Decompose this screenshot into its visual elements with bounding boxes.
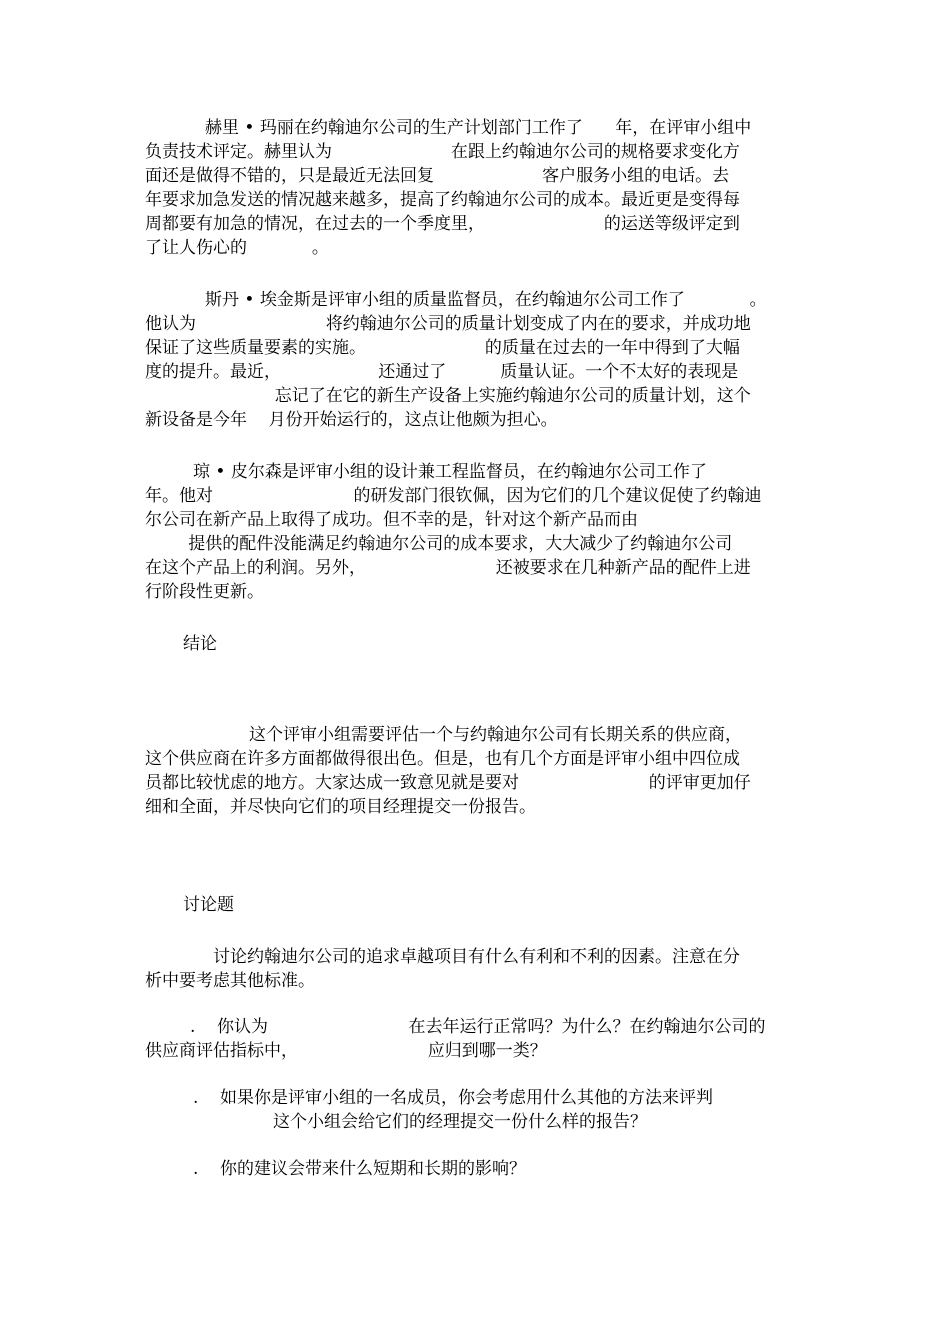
text-line: 供应商评估指标中， 应归到哪一类？ — [145, 1041, 547, 1061]
text-line: 细和全面，并尽快向它们的项目经理提交一份报告。 — [145, 797, 536, 817]
text-line: 年。他对 的研发部门很钦佩，因为它们的几个建议促使了约翰迪 — [145, 486, 762, 506]
text-line: 琼 • 皮尔森是评审小组的设计兼工程监督员，在约翰迪尔公司工作了 — [193, 462, 707, 482]
text-line: 员都比较忧虑的地方。大家达成一致意见就是要对 的评审更加仔 — [145, 773, 751, 793]
text-line: 度的提升。最近， 还通过了 质量认证。一个不太好的表现是 — [145, 362, 739, 382]
text-line: 保证了这些质量要素的实施。 的质量在过去的一年中得到了大幅 — [145, 338, 740, 358]
text-line: 负责技术评定。赫里认为 在跟上约翰迪尔公司的规格要求变化方 — [145, 142, 740, 162]
text-line: 赫里 • 玛丽在约翰迪尔公司的生产计划部门工作了 年，在评审小组中 — [205, 118, 752, 138]
text-line: . 如果你是评审小组的一名成员，你会考虑用什么其他的方法来评判 — [193, 1088, 714, 1108]
text-line: 斯丹 • 埃金斯是评审小组的质量监督员，在约翰迪尔公司工作了 。 — [205, 290, 767, 310]
section-heading-conclusion: 结论 — [183, 634, 217, 654]
text-line: 新设备是今年 月份开始运行的，这点让他颇为担心。 — [145, 410, 558, 430]
text-line: 了让人伤心的 。 — [145, 238, 329, 258]
text-line: 行阶段性更新。 — [145, 582, 264, 602]
text-line: 年要求加急发送的情况越来越多，提高了约翰迪尔公司的成本。最近更是变得每 — [145, 190, 740, 210]
text-line: 在这个产品上的利润。另外， 还被要求在几种新产品的配件上进 — [145, 558, 751, 578]
text-line: 析中要考虑其他标准。 — [145, 971, 315, 991]
text-line: . 你认为 在去年运行正常吗？为什么？在约翰迪尔公司的 — [190, 1017, 766, 1037]
text-line: 这个小组会给它们的经理提交一份什么样的报告？ — [273, 1112, 647, 1132]
text-line: 提供的配件没能满足约翰迪尔公司的成本要求，大大减少了约翰迪尔公司 — [145, 534, 733, 554]
text-line: 讨论约翰迪尔公司的追求卓越项目有什么有利和不利的因素。注意在分 — [213, 947, 740, 967]
text-line: 他认为 将约翰迪尔公司的质量计划变成了内在的要求，并成功地 — [145, 314, 751, 334]
text-line: . 你的建议会带来什么短期和长期的影响？ — [193, 1159, 527, 1179]
text-line: 忘记了在它的新生产设备上实施约翰迪尔公司的质量计划，这个 — [145, 386, 751, 406]
text-line: 尔公司在新产品上取得了成功。但不幸的是，针对这个新产品而由 — [145, 510, 638, 530]
text-line: 周都要有加急的情况，在过去的一个季度里， 的运送等级评定到 — [145, 214, 740, 234]
section-heading-discussion: 讨论题 — [183, 895, 234, 915]
text-line: 面还是做得不错的，只是最近无法回复 客户服务小组的电话。去 — [145, 166, 730, 186]
text-line: 这个供应商在许多方面都做得很出色。但是，也有几个方面是评审小组中四位成 — [145, 749, 740, 769]
text-line: 这个评审小组需要评估一个与约翰迪尔公司有长期关系的供应商， — [249, 725, 742, 745]
